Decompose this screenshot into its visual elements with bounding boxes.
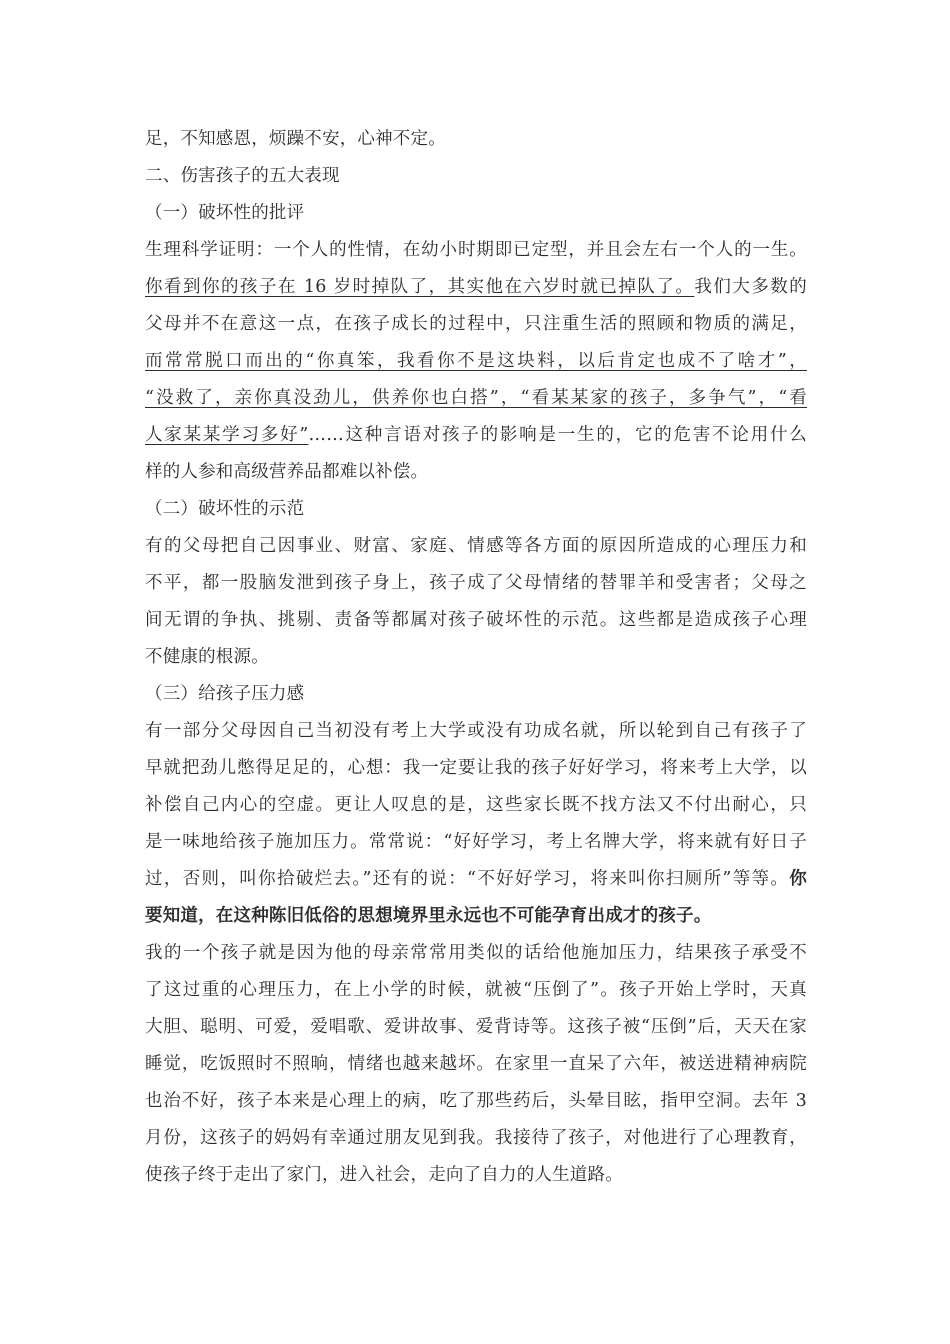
text-line xyxy=(145,528,807,565)
underlined-text: 人家某某学习多好” xyxy=(145,425,309,445)
text-segment: ……这种言语对孩子的影响是一生的，它的危害不论用什么 xyxy=(308,425,807,445)
text-line xyxy=(145,750,807,787)
section-heading xyxy=(145,491,807,528)
text-line xyxy=(145,824,807,861)
text-line xyxy=(145,1120,807,1157)
text-line xyxy=(145,972,807,1009)
text-segment: 不平，都一股脑发泄到孩子身上，孩子成了父母情绪的替罪羊和受害者；父母之 xyxy=(145,573,807,593)
text-segment: 是一味地给孩子施加压力。常常说：“好好学习，考上名牌大学，将来就有好日子 xyxy=(145,832,807,852)
text-segment: 样的人参和高级营养品都难以补偿。 xyxy=(145,462,429,482)
text-line xyxy=(145,565,807,602)
section-heading xyxy=(145,158,807,195)
text-segment: 不健康的根源。 xyxy=(145,647,269,667)
text-line xyxy=(145,1046,807,1083)
text-segment: 过，否则，叫你拾破烂去。”还有的说：“不好好学习，将来叫你扫厕所”等等。 xyxy=(145,869,790,889)
text-segment: 我们大多数的 xyxy=(694,277,807,297)
section-heading xyxy=(145,676,807,713)
text-segment: 有一部分父母因自己当初没有考上大学或没有功成名就，所以轮到自己有孩子了 xyxy=(145,721,807,741)
text-line xyxy=(145,121,807,158)
text-segment: （二）破坏性的示范 xyxy=(145,499,305,519)
text-line xyxy=(145,269,807,306)
text-line xyxy=(145,454,807,491)
text-line xyxy=(145,639,807,676)
text-line xyxy=(145,380,807,417)
text-segment: 早就把劲儿憋得足足的，心想：我一定要让我的孩子好好学习，将来考上大学，以 xyxy=(145,758,807,778)
text-line xyxy=(145,1157,807,1194)
text-segment: 有的父母把自己因事业、财富、家庭、情感等各方面的原因所造成的心理压力和 xyxy=(145,536,807,556)
text-segment: 补偿自己内心的空虚。更让人叹息的是，这些家长既不找方法又不付出耐心，只 xyxy=(145,795,807,815)
text-segment: 月份，这孩子的妈妈有幸通过朋友见到我。我接待了孩子，对他进行了心理教育， xyxy=(145,1128,807,1148)
text-segment: 也治不好，孩子本来是心理上的病，吃了那些药后，头晕目眩，指甲空洞。去年 3 xyxy=(145,1091,807,1111)
text-segment: （三）给孩子压力感 xyxy=(145,684,305,704)
text-segment: 父母并不在意这一点，在孩子成长的过程中，只注重生活的照顾和物质的满足， xyxy=(145,314,807,334)
text-segment: 生理科学证明：一个人的性情，在幼小时期即已定型，并且会左右一个人的一生。 xyxy=(145,240,807,260)
text-line xyxy=(145,417,807,454)
text-segment: 使孩子终于走出了家门，进入社会，走向了自力的人生道路。 xyxy=(145,1165,623,1185)
text-segment: （一）破坏性的批评 xyxy=(145,203,305,223)
text-line xyxy=(145,861,807,898)
text-line xyxy=(145,1009,807,1046)
section-heading xyxy=(145,195,807,232)
text-segment: 间无谓的争执、挑剔、责备等都属对孩子破坏性的示范。这些都是造成孩子心理 xyxy=(145,610,807,630)
text-line xyxy=(145,713,807,750)
underlined-text: 你看到你的孩子在 16 岁时掉队了，其实他在六岁时就已掉队了。 xyxy=(145,277,695,297)
text-line xyxy=(145,787,807,824)
bold-text: 你 xyxy=(789,869,807,889)
text-line xyxy=(145,898,807,935)
text-segment: 我的一个孩子就是因为他的母亲常常用类似的话给他施加压力，结果孩子承受不 xyxy=(145,943,807,963)
text-line xyxy=(145,232,807,269)
text-line xyxy=(145,343,807,380)
document-body xyxy=(145,121,807,1194)
text-line xyxy=(145,935,807,972)
text-segment: 大胆、聪明、可爱，爱唱歌、爱讲故事、爱背诗等。这孩子被“压倒”后，天天在家 xyxy=(145,1017,807,1037)
text-segment: 足，不知感恩，烦躁不安，心神不定。 xyxy=(145,129,446,149)
text-segment: 了这过重的心理压力，在上小学的时候，就被“压倒了”。孩子开始上学时，天真 xyxy=(145,980,807,1000)
text-segment: 二、伤害孩子的五大表现 xyxy=(145,166,340,186)
text-line xyxy=(145,306,807,343)
text-line xyxy=(145,1083,807,1120)
bold-text: 要知道，在这种陈旧低俗的思想境界里永远也不可能孕育出成才的孩子。 xyxy=(145,906,712,926)
underlined-text: “没救了，亲你真没劲儿，供养你也白搭”，“看某某家的孩子，多争气”，“看 xyxy=(145,388,807,408)
text-line xyxy=(145,602,807,639)
underlined-text: 而常常脱口而出的“你真笨，我看你不是这块料，以后肯定也成不了啥才”， xyxy=(145,351,807,371)
text-segment: 睡觉，吃饭照时不照晌，情绪也越来越坏。在家里一直呆了六年，被送进精神病院 xyxy=(145,1054,807,1074)
document-page xyxy=(145,121,807,1194)
